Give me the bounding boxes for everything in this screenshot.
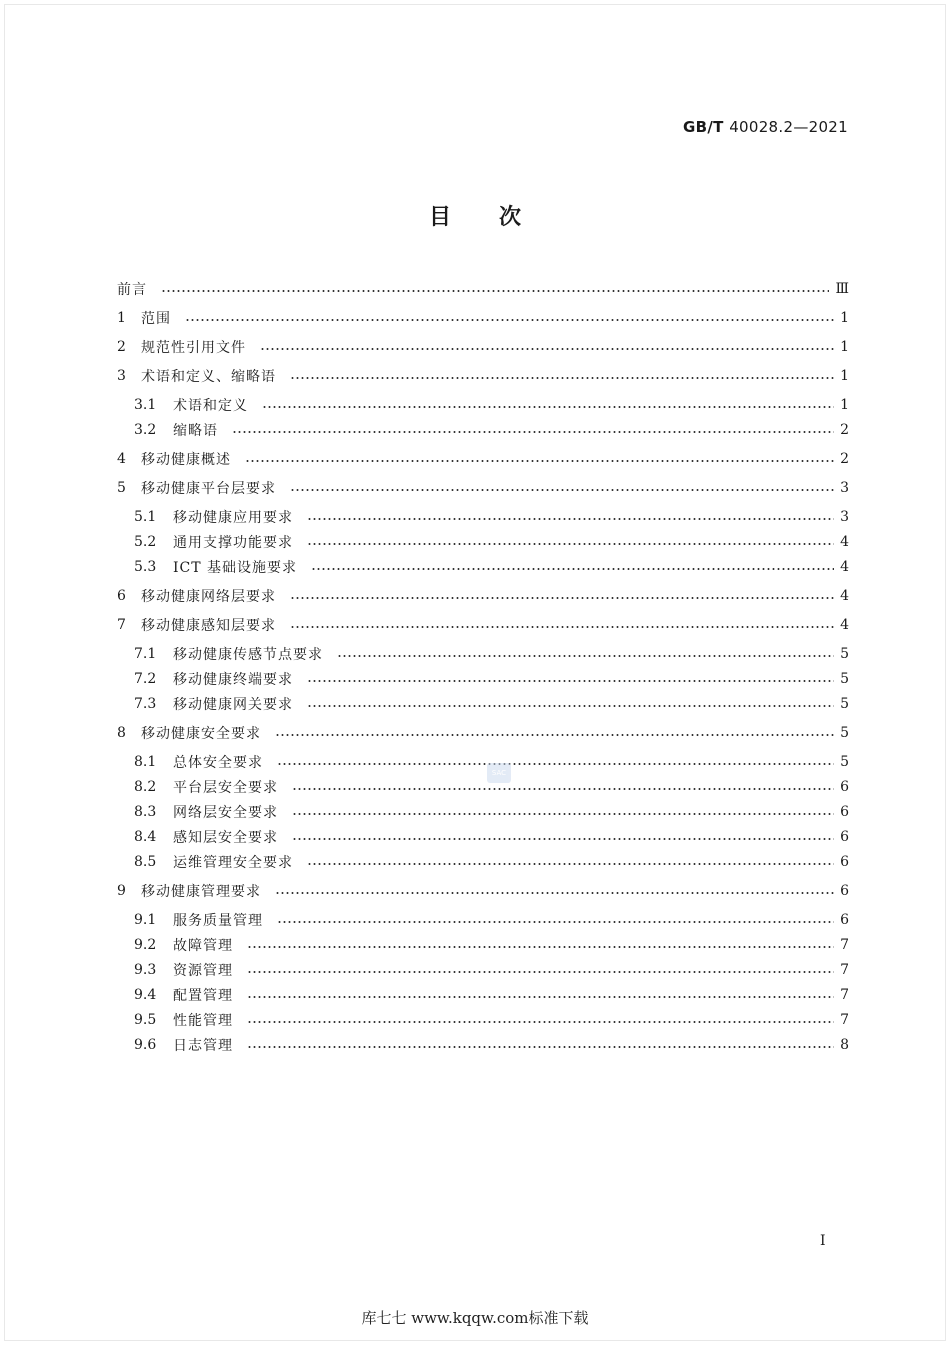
toc-entry-title: 前言 [117,282,147,298]
toc-entry-page: 3 [840,480,849,496]
toc-entry[interactable] [134,1035,849,1055]
toc-entry-page: 5 [840,696,849,712]
toc-entry[interactable] [134,669,849,689]
toc-entry[interactable] [134,1010,849,1030]
page-title: 目次 [428,205,569,230]
toc-entry-page: 4 [840,534,849,550]
toc-entry[interactable] [134,852,849,872]
toc-entry-number: 9.3 [134,962,157,978]
toc-entry-number: 9.5 [134,1012,157,1028]
toc-entry-title: 运维管理安全要求 [173,855,293,871]
toc-entry-page: 2 [840,451,849,467]
toc-entry-number: 4 [117,451,126,467]
toc-entry-page: 7 [840,937,849,953]
toc-entry-number: 3.1 [134,397,157,413]
toc-entry-title: 网络层安全要求 [173,805,278,821]
dot-leader [262,406,834,408]
toc-entry-number: 9 [117,883,126,899]
dot-leader [275,734,834,736]
toc-entry-number: 7.1 [134,646,157,662]
toc-entry-title: 感知层安全要求 [173,830,278,846]
toc-entry-title: 移动健康安全要求 [141,726,261,742]
dot-leader [307,705,834,707]
toc-entry-title: 术语和定义、缩略语 [141,369,276,385]
toc-entry-page: 5 [840,671,849,687]
watermark-logo: SAC [487,763,511,783]
toc-entry-number: 1 [117,310,126,326]
toc-entry-title: ICT 基础设施要求 [173,560,298,576]
toc-entry-number: 8.4 [134,829,157,845]
toc-entry-number: 9.2 [134,937,157,953]
toc-entry-number: 8 [117,725,126,741]
toc-entry-number: 5.2 [134,534,157,550]
toc-entry[interactable] [134,395,849,415]
toc-entry-title: 移动健康应用要求 [173,510,293,526]
toc-entry-page: 4 [840,617,849,633]
toc-entry-page: 5 [840,725,849,741]
toc-entry-title: 移动健康网关要求 [173,697,293,713]
toc-entry[interactable] [134,935,849,955]
toc-entry-title: 通用支撑功能要求 [173,535,293,551]
toc-entry-page: 5 [840,646,849,662]
toc-entry-title: 术语和定义 [173,398,248,414]
dot-leader [260,348,834,350]
dot-leader [247,971,834,973]
toc-entry[interactable] [117,366,849,386]
toc-entry-title: 资源管理 [173,963,233,979]
toc-entry-title: 服务质量管理 [173,913,263,929]
dot-leader [275,892,834,894]
toc-entry-page: 7 [840,962,849,978]
toc-entry[interactable] [117,337,849,357]
dot-leader [290,489,834,491]
dot-leader [311,568,834,570]
toc-entry-page: 2 [840,422,849,438]
toc-entry-number: 5.1 [134,509,157,525]
toc-entry[interactable] [117,723,849,743]
dot-leader [292,813,834,815]
toc-entry-page: 3 [840,509,849,525]
dot-leader [245,460,834,462]
dot-leader [307,518,834,520]
toc-entry[interactable] [134,960,849,980]
toc-entry-title: 故障管理 [173,938,233,954]
toc-entry-number: 7 [117,617,126,633]
toc-entry-title: 移动健康感知层要求 [141,618,276,634]
toc-entry-title: 日志管理 [173,1038,233,1054]
toc-entry[interactable] [134,802,849,822]
toc-entry-title: 总体安全要求 [173,755,263,771]
toc-entry-number: 9.1 [134,912,157,928]
dot-leader [292,788,834,790]
toc-entry-page: 7 [840,1012,849,1028]
toc-entry-title: 缩略语 [173,423,218,439]
toc-entry[interactable] [134,827,849,847]
toc-entry-page: 7 [840,987,849,1003]
toc-entry-title: 移动健康平台层要求 [141,481,276,497]
toc-entry-number: 8.2 [134,779,157,795]
standard-prefix: GB/T [683,118,724,136]
dot-leader [290,377,834,379]
toc-entry[interactable] [134,557,849,577]
dot-leader [161,290,829,292]
toc-entry[interactable] [117,881,849,901]
toc-entry-title: 移动健康管理要求 [141,884,261,900]
toc-entry-number: 7.3 [134,696,157,712]
page-number: Ⅰ [820,1233,826,1249]
toc-entry-page: 4 [840,559,849,575]
toc-entry-number: 9.4 [134,987,157,1003]
footer-text: 库七七 www.kqqw.com标准下载 [361,1309,589,1327]
dot-leader [232,431,834,433]
standard-code [683,118,848,136]
toc-entry-number: 7.2 [134,671,157,687]
toc-entry-page: 1 [840,368,849,384]
toc-entry-page: 6 [840,883,849,899]
toc-entry-number: 6 [117,588,126,604]
toc-entry-page: 1 [840,310,849,326]
toc-entry[interactable] [134,420,849,440]
dot-leader [290,626,834,628]
toc-entry-title: 范围 [141,311,171,327]
toc-entry[interactable] [134,532,849,552]
dot-leader [337,655,834,657]
toc-entry-page: 5 [840,754,849,770]
dot-leader [247,996,834,998]
toc-entry-title: 移动健康传感节点要求 [173,647,323,663]
dot-leader [307,680,834,682]
toc-entry[interactable] [117,586,849,606]
dot-leader [277,921,834,923]
toc-entry-number: 8.1 [134,754,157,770]
toc-entry-title: 移动健康终端要求 [173,672,293,688]
toc-entry[interactable] [117,615,849,635]
toc-entry-page: 1 [840,339,849,355]
dot-leader [247,1021,834,1023]
dot-leader [185,319,834,321]
dot-leader [277,763,834,765]
toc-entry-page: 8 [840,1037,849,1053]
toc-entry-number: 3 [117,368,126,384]
toc-entry-number: 9.6 [134,1037,157,1053]
dot-leader [307,543,834,545]
toc-entry-page: Ⅲ [835,281,849,297]
toc-entry-number: 5 [117,480,126,496]
toc-entry[interactable] [134,507,849,527]
toc-entry-number: 2 [117,339,126,355]
toc-entry-number: 8.3 [134,804,157,820]
toc-entry[interactable] [134,910,849,930]
toc-entry-title: 移动健康概述 [141,452,231,468]
toc-entry-title: 平台层安全要求 [173,780,278,796]
toc-entry-page: 6 [840,804,849,820]
toc-entry-number: 3.2 [134,422,157,438]
toc-entry-number: 8.5 [134,854,157,870]
toc-entry[interactable] [117,449,849,469]
toc-entry-title: 性能管理 [173,1013,233,1029]
toc-entry[interactable] [117,308,849,328]
toc-entry[interactable] [134,694,849,714]
toc-entry-page: 6 [840,854,849,870]
toc-entry[interactable] [134,985,849,1005]
toc-entry-page: 6 [840,912,849,928]
toc-entry-page: 4 [840,588,849,604]
toc-entry-title: 移动健康网络层要求 [141,589,276,605]
toc-entry-page: 1 [840,397,849,413]
toc-entry[interactable] [134,644,849,664]
dot-leader [247,946,834,948]
dot-leader [307,863,834,865]
toc-entry-title: 规范性引用文件 [141,340,246,356]
toc-entry-number: 5.3 [134,559,157,575]
toc-entry-page: 6 [840,829,849,845]
toc-entry-title: 配置管理 [173,988,233,1004]
dot-leader [247,1046,834,1048]
dot-leader [292,838,834,840]
toc-entry[interactable] [117,279,849,299]
toc-entry[interactable] [117,478,849,498]
dot-leader [290,597,834,599]
toc-entry-page: 6 [840,779,849,795]
standard-number: 40028.2—2021 [729,118,848,136]
